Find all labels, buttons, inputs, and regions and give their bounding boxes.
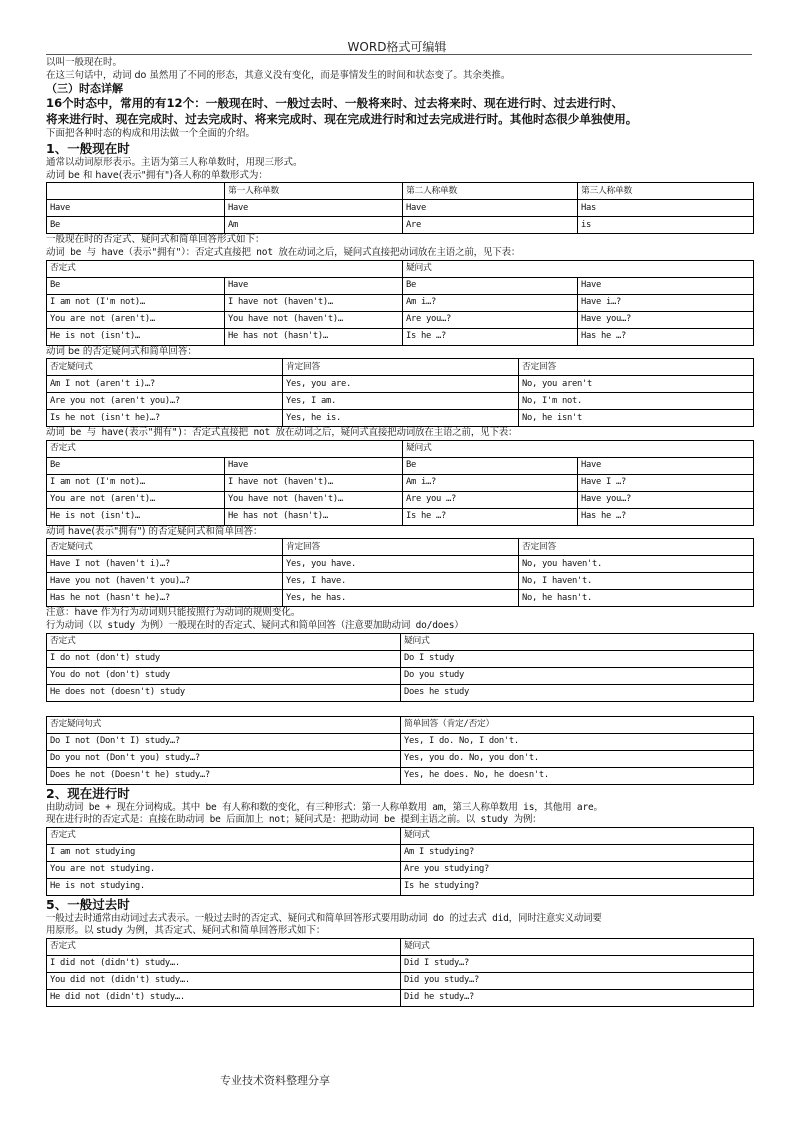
- table-cell: Be: [403, 277, 578, 294]
- table-cell: Are you …?: [403, 491, 578, 508]
- table-cell: I do not (don't) study: [47, 650, 401, 667]
- table-cell: Be: [47, 217, 225, 234]
- table-header: 疑问式: [401, 633, 754, 650]
- table-row: [47, 277, 754, 294]
- table-header: 否定疑问句式: [47, 716, 401, 733]
- table-header: 否定式: [47, 633, 401, 650]
- table-row: [47, 590, 754, 607]
- table-header: 否定式: [47, 827, 401, 844]
- table-cell: Have: [225, 457, 403, 474]
- table-cell: Have I …?: [578, 474, 754, 491]
- table-row: [47, 311, 754, 328]
- table-row: [47, 878, 754, 895]
- table-row: [47, 217, 754, 234]
- table-cell: Has: [578, 200, 754, 217]
- table-cell: Yes, he is.: [283, 410, 519, 427]
- present-progressive-desc-1: 由助动词 be + 现在分词构成。其中 be 有人称和数的变化，有三种形式：第一人称单数用 am，第三人称单数用 is，其他用 are。: [46, 801, 603, 813]
- table-header: 第一人称单数: [225, 183, 403, 200]
- table-row: [47, 972, 754, 989]
- table-cell: Have: [403, 200, 578, 217]
- be-have-forms-intro: 动词 be 和 have(表示"拥有")各人称的单数形式为：: [46, 169, 268, 181]
- table-cell: Have i…?: [578, 294, 754, 311]
- table-row: [47, 410, 754, 427]
- have-note: 注意：have 作为行为动词则只能按照行为动词的规则变化。: [46, 607, 301, 619]
- table-header: 否定疑问式: [47, 359, 283, 376]
- table-cell: I did not (didn't) study….: [47, 955, 401, 972]
- table-cell: Yes, you are.: [283, 376, 519, 393]
- table-cell: Do you study: [401, 667, 754, 684]
- table-header: 否定式: [47, 260, 403, 277]
- table-cell: Yes, I do. No, I don't.: [401, 733, 754, 750]
- table-cell: You did not (didn't) study….: [47, 972, 401, 989]
- be-have-neg-question-table-2: [46, 440, 754, 526]
- table-header: 肯定回答: [283, 359, 519, 376]
- table-header: [47, 183, 225, 200]
- table-cell: You do not (don't) study: [47, 667, 401, 684]
- be-have-person-table: [46, 182, 754, 234]
- table-cell: He is not studying.: [47, 878, 401, 895]
- table-cell: Has he not (hasn't he)…?: [47, 590, 283, 607]
- table-cell: He is not (isn't)…: [47, 508, 225, 525]
- table-header: 否定回答: [519, 359, 754, 376]
- table-cell: Do I study: [401, 650, 754, 667]
- table-cell: Have: [47, 200, 225, 217]
- table-cell: He has not (hasn't)…: [225, 328, 403, 345]
- table-cell: I am not (I'm not)…: [47, 294, 225, 311]
- table-cell: Are you…?: [403, 311, 578, 328]
- table-cell: Yes, you have.: [283, 556, 519, 573]
- table-cell: Be: [403, 457, 578, 474]
- table-cell: Does he not (Doesn't he) study…?: [47, 767, 401, 784]
- table-header: 第三人称单数: [578, 183, 754, 200]
- table-header: 否定式: [47, 440, 403, 457]
- simple-past-desc-1: 一般过去时通常由动词过去式表示。一般过去时的否定式、疑问式和简单回答形式要用助动词 do 的过去式 did，同时注意实义动词要: [46, 912, 602, 924]
- simple-present-desc: 通常以动词原形表示。主语为第三人称单数时，用现三形式。: [46, 157, 303, 169]
- simple-past-desc-2: 用原形。以 study 为例，其否定式、疑问式和简单回答形式如下：: [46, 925, 326, 937]
- table-cell: Have you not (haven't you)…?: [47, 573, 283, 590]
- table-cell: Is he …?: [403, 328, 578, 345]
- have-neg-question-intro: 动词 have(表示"拥有") 的否定疑问式和简单回答：: [46, 525, 263, 537]
- intro-line-2: 在这三句话中，动词 do 虽然用了不同的形态，其意义没有变化，而是事情发生的时间和状态变了。其余类推。: [46, 69, 511, 81]
- table-cell: He does not (doesn't) study: [47, 684, 401, 701]
- table-row: [47, 556, 754, 573]
- present-progressive-desc-2: 现在进行时的否定式是：直接在助动词 be 后面加上 not；疑问式是：把助动词 be 提到主语之前。以 study 为例：: [46, 814, 542, 826]
- present-progressive-table: [46, 827, 754, 896]
- table-cell: You have not (haven't)…: [225, 491, 403, 508]
- table-cell: I am not studying: [47, 844, 401, 861]
- table-row: [47, 955, 754, 972]
- table-cell: Yes, he does. No, he doesn't.: [401, 767, 754, 784]
- table-cell: Be: [47, 277, 225, 294]
- table-row: [47, 491, 754, 508]
- table-cell: Have you…?: [578, 491, 754, 508]
- study-intro: 行为动词（以 study 为例）一般现在时的否定式、疑问式和简单回答（注意要加助动词 do/does）: [46, 619, 464, 631]
- table-cell: Have I not (haven't i)…?: [47, 556, 283, 573]
- table-cell: Did he study…?: [401, 989, 754, 1006]
- table-cell: Have: [225, 277, 403, 294]
- table-cell: Is he …?: [403, 508, 578, 525]
- table-cell: Yes, I am.: [283, 393, 519, 410]
- table-row: [47, 294, 754, 311]
- table-cell: No, he hasn't.: [519, 590, 754, 607]
- intro-line-1: 以叫一般现在时。: [46, 57, 123, 68]
- table-header: 否定回答: [519, 539, 754, 556]
- negative-question-intro: 一般现在时的否定式、疑问式和简单回答形式如下：: [46, 234, 265, 246]
- table-row: [47, 376, 754, 393]
- simple-past-table: [46, 938, 754, 1007]
- table-row: [47, 767, 754, 784]
- table-cell: Yes, you do. No, you don't.: [401, 750, 754, 767]
- table-header: 疑问式: [401, 938, 754, 955]
- table-cell: Are you not (aren't you)…?: [47, 393, 283, 410]
- table-cell: Is he studying?: [401, 878, 754, 895]
- table-row: [47, 861, 754, 878]
- table-row: [47, 650, 754, 667]
- table-row: [47, 508, 754, 525]
- table-cell: I am not (I'm not)…: [47, 474, 225, 491]
- table-row: [47, 200, 754, 217]
- table-cell: Have you…?: [578, 311, 754, 328]
- table-row: [47, 667, 754, 684]
- be-have-neg-question-table-1: [46, 260, 754, 346]
- be-have-rule-2: 动词 be 与 have(表示"拥有")：否定式直接把 not 放在动词之后，疑问式直接把动词放在主语之前，见下表：: [46, 427, 518, 439]
- table-cell: Yes, I have.: [283, 573, 519, 590]
- table-cell: Am I not (aren't i)…?: [47, 376, 283, 393]
- table-header: 否定式: [47, 938, 401, 955]
- table-cell: He has not (hasn't)…: [225, 508, 403, 525]
- table-header: 简单回答（肯定/否定）: [401, 716, 754, 733]
- table-cell: Is he not (isn't he)…?: [47, 410, 283, 427]
- table-cell: No, I haven't.: [519, 573, 754, 590]
- table-header: 第二人称单数: [403, 183, 578, 200]
- table-cell: Am i…?: [403, 294, 578, 311]
- section-title-tenses: （三）时态详解: [46, 82, 123, 96]
- table-header: 否定疑问式: [47, 539, 283, 556]
- table-cell: Does he study: [401, 684, 754, 701]
- table-cell: No, he isn't: [519, 410, 754, 427]
- table-cell: No, you haven't.: [519, 556, 754, 573]
- be-have-rule-1: 动词 be 与 have（表示"拥有"）：否定式直接把 not 放在动词之后，疑问式直接把动词放在主语之前，见下表：: [46, 246, 521, 258]
- table-cell: You have not (haven't)…: [225, 311, 403, 328]
- table-cell: Am: [225, 217, 403, 234]
- be-neg-question-answer-table: [46, 358, 754, 427]
- table-row: [47, 474, 754, 491]
- table-cell: Yes, he has.: [283, 590, 519, 607]
- document-body: [46, 57, 754, 1007]
- tenses-summary-line-2: 将来进行时、现在完成时、过去完成时、将来完成时、现在完成进行时和过去完成进行时。其他时态很少单独使用。: [46, 112, 638, 127]
- table-cell: No, you aren't: [519, 376, 754, 393]
- table-cell: Am i…?: [403, 474, 578, 491]
- table-cell: Have: [578, 457, 754, 474]
- table-cell: Are you studying?: [401, 861, 754, 878]
- table-cell: Have: [578, 277, 754, 294]
- spacer: [46, 702, 754, 716]
- page-footer: 专业技术资料整理分享: [220, 1074, 330, 1087]
- table-row: [47, 844, 754, 861]
- study-neg-question-table: [46, 633, 754, 702]
- table-cell: is: [578, 217, 754, 234]
- table-cell: He did not (didn't) study….: [47, 989, 401, 1006]
- heading-simple-past: 5、一般过去时: [46, 896, 130, 912]
- table-cell: Have: [225, 200, 403, 217]
- table-cell: Did you study…?: [401, 972, 754, 989]
- table-row: [47, 750, 754, 767]
- heading-simple-present: 1、一般现在时: [46, 141, 130, 157]
- table-row: [47, 573, 754, 590]
- intro-line-3: 下面把各种时态的构成和用法做一个全面的介绍。: [46, 127, 256, 139]
- table-cell: You are not (aren't)…: [47, 491, 225, 508]
- table-header: 疑问式: [403, 260, 754, 277]
- table-row: [47, 733, 754, 750]
- table-row: [47, 457, 754, 474]
- table-row: [47, 393, 754, 410]
- table-cell: You are not (aren't)…: [47, 311, 225, 328]
- tenses-summary-line-1: 16个时态中，常用的有12个：一般现在时、一般过去时、一般将来时、过去将来时、现在进行时、过去进行时、: [46, 96, 624, 111]
- table-cell: Are: [403, 217, 578, 234]
- table-cell: You are not studying.: [47, 861, 401, 878]
- table-row: [47, 328, 754, 345]
- table-header: 肯定回答: [283, 539, 519, 556]
- study-neg-question-answer-table: [46, 716, 754, 785]
- table-header: 疑问式: [401, 827, 754, 844]
- page-header: WORD格式可编辑: [347, 40, 447, 54]
- be-neg-question-intro: 动词 be 的否定疑问式和简单回答：: [46, 345, 197, 357]
- heading-present-progressive: 2、现在进行时: [46, 785, 130, 801]
- table-row: [47, 989, 754, 1006]
- header-rule: [46, 54, 752, 55]
- table-cell: He is not (isn't)…: [47, 328, 225, 345]
- table-cell: Did I study…?: [401, 955, 754, 972]
- table-cell: I have not (haven't)…: [225, 294, 403, 311]
- table-header: 疑问式: [403, 440, 754, 457]
- have-neg-question-answer-table: [46, 538, 754, 607]
- table-cell: No, I'm not.: [519, 393, 754, 410]
- table-cell: Do you not (Don't you) study…?: [47, 750, 401, 767]
- table-cell: Am I studying?: [401, 844, 754, 861]
- table-cell: Has he …?: [578, 508, 754, 525]
- table-cell: Be: [47, 457, 225, 474]
- table-cell: Has he …?: [578, 328, 754, 345]
- table-cell: I have not (haven't)…: [225, 474, 403, 491]
- table-row: [47, 684, 754, 701]
- table-cell: Do I not (Don't I) study…?: [47, 733, 401, 750]
